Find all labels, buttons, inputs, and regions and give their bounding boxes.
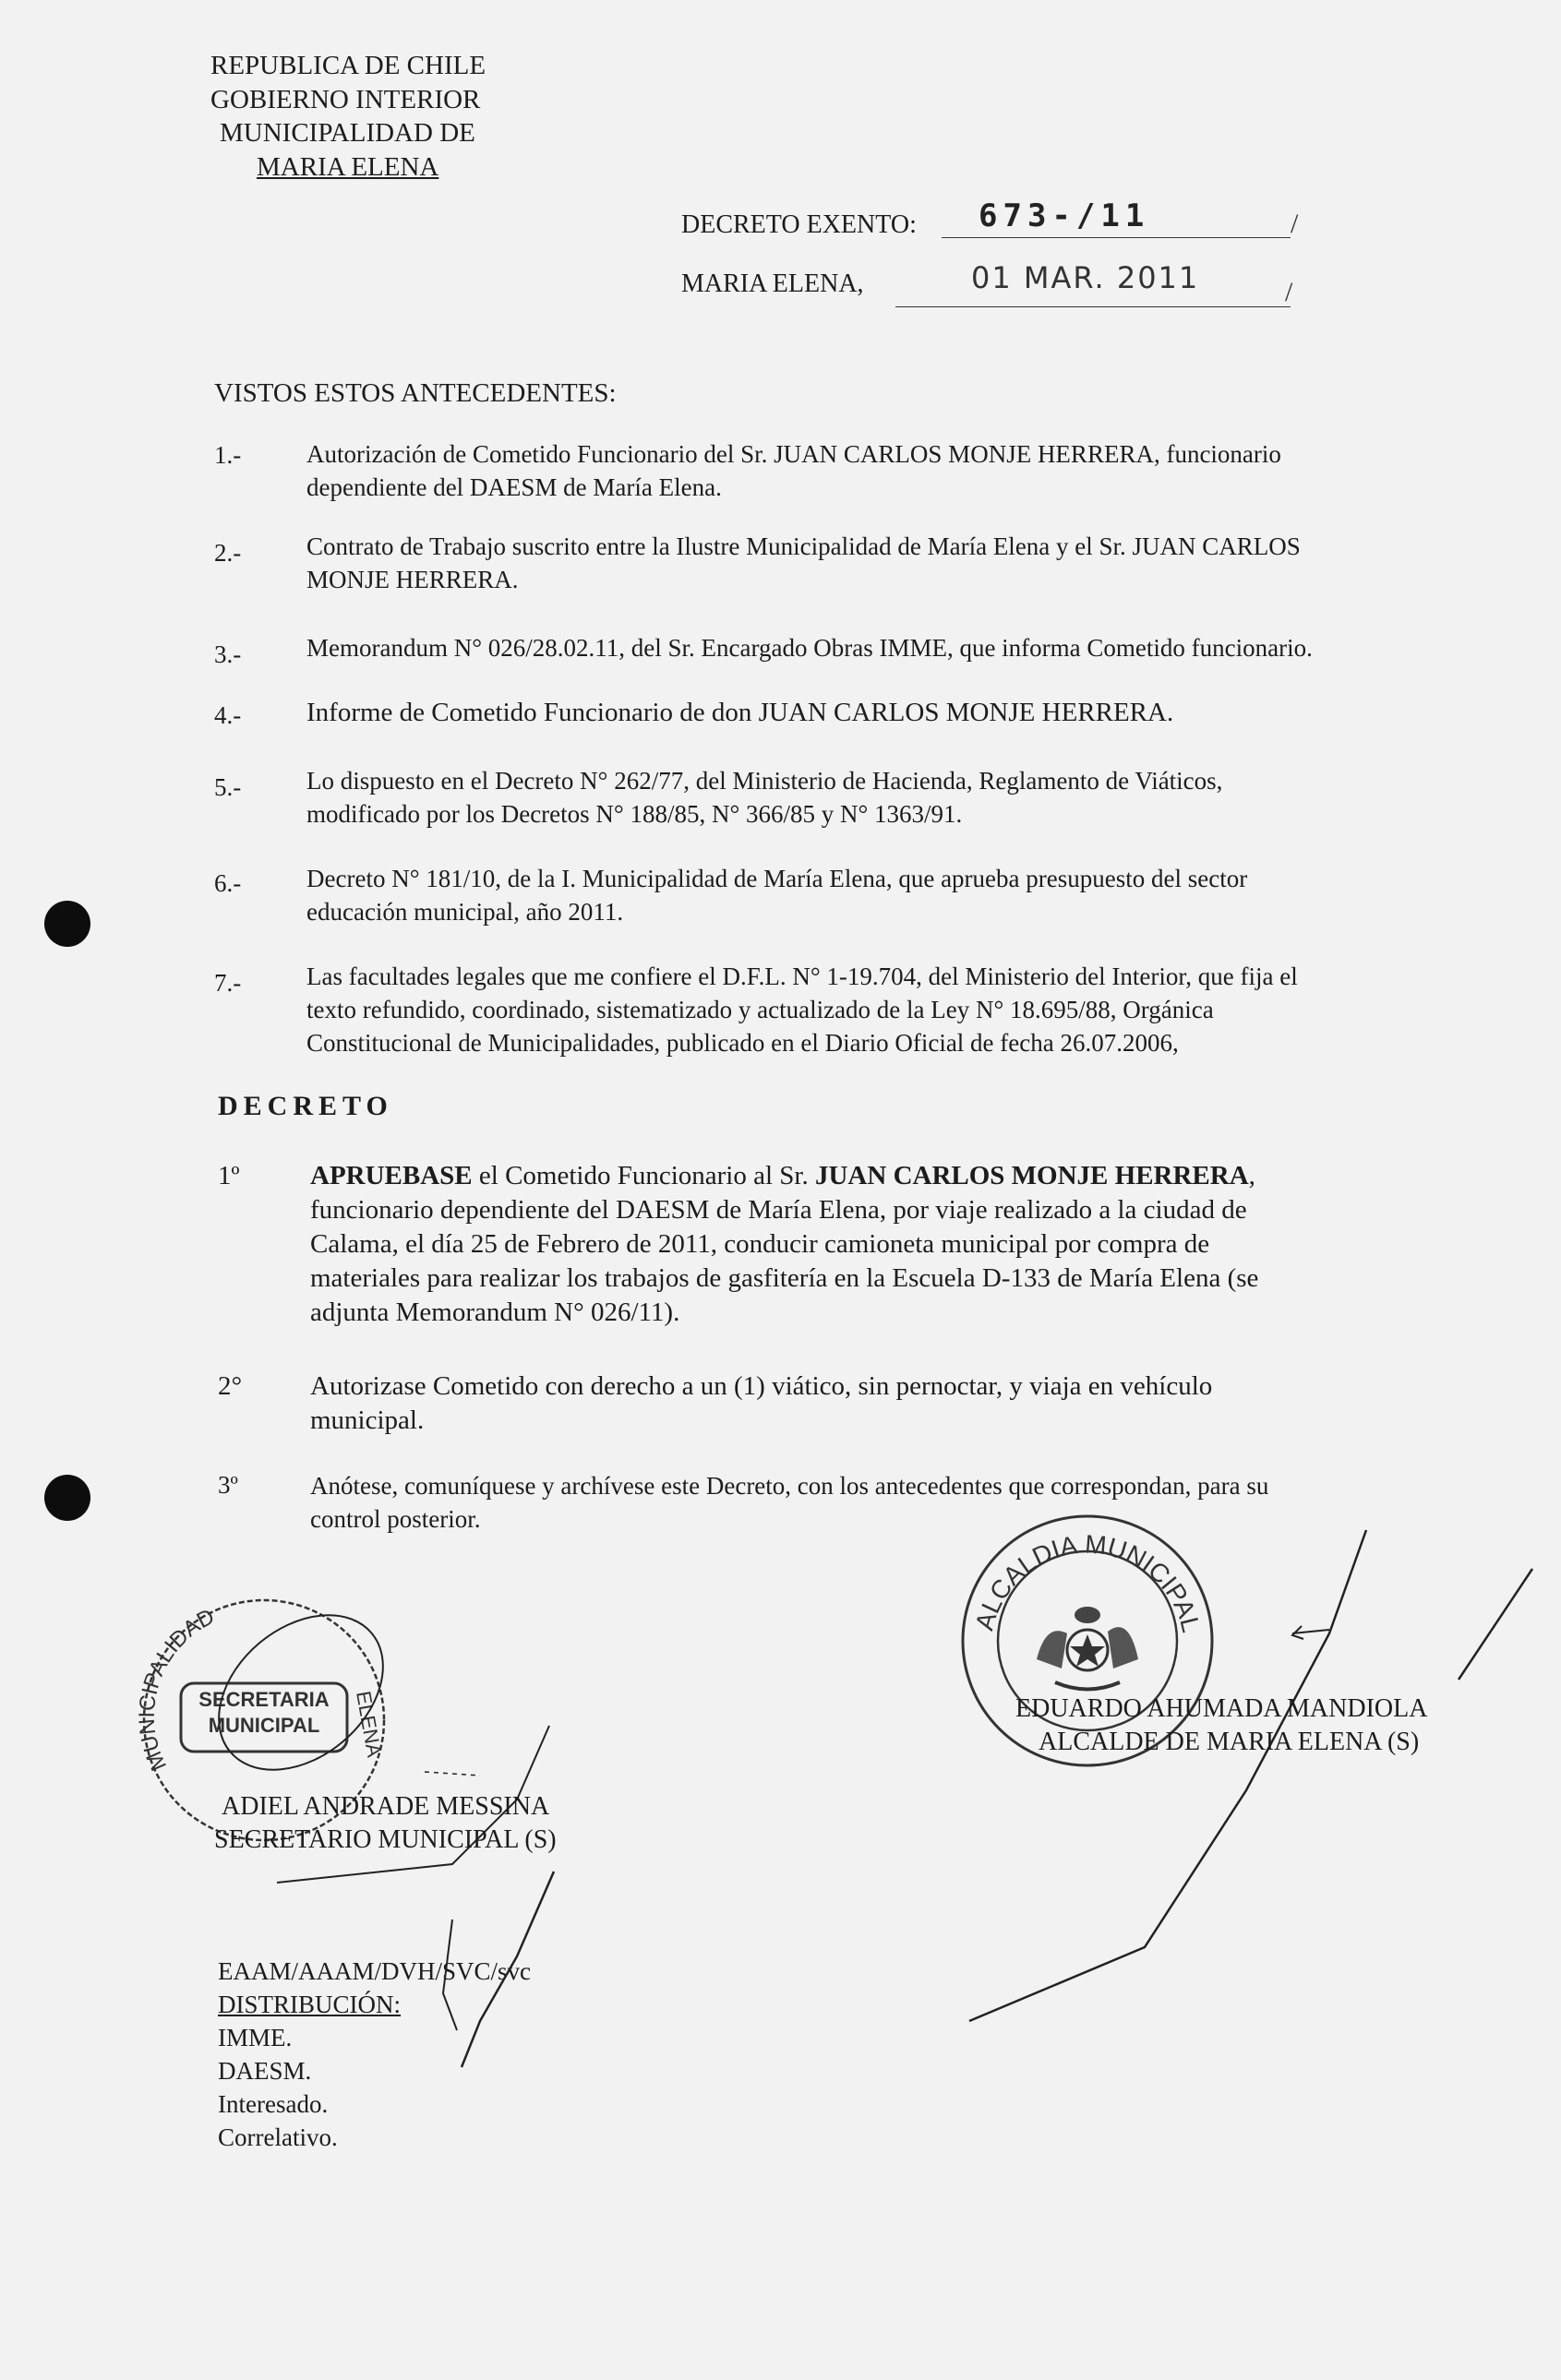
distribution-item: DAESM. — [218, 2057, 312, 2085]
visto-1-number: 1.- — [214, 441, 242, 469]
secretary-name: ADIEL ANDRADE MESSINA — [222, 1792, 550, 1821]
decree-number-label: DECRETO EXENTO: — [681, 210, 917, 239]
secretary-title: SECRETARIO MUNICIPAL (S) — [214, 1825, 557, 1854]
visto-5-number: 5.- — [214, 773, 242, 801]
distribution-label: DISTRIBUCIÓN: — [218, 1991, 402, 2018]
visto-4-number: 4.- — [214, 701, 242, 729]
date-slash: / — [1285, 277, 1293, 307]
header-line-3: MUNICIPALIDAD DE — [220, 118, 475, 148]
decree-3-number: 3º — [218, 1471, 238, 1499]
visto-6-number: 6.- — [214, 869, 242, 897]
header-line-1: REPUBLICA DE CHILE — [210, 51, 486, 80]
visto-3-number: 3.- — [214, 640, 242, 668]
distribution-item: IMME. — [218, 2024, 293, 2051]
secretary-stamp-ring-text: MUNICIPALIDAD — [134, 1604, 219, 1775]
mayor-name: EDUARDO AHUMADA MANDIOLA — [1015, 1694, 1428, 1723]
date-value: 01 MAR. 2011 — [971, 260, 1200, 295]
hole-punch-upper — [44, 901, 90, 947]
mayor-stamp-text: ALCALDIA MUNICIPAL — [969, 1529, 1207, 1635]
vistos-heading: VISTOS ESTOS ANTECEDENTES: — [214, 378, 617, 408]
mayor-title: ALCALDE DE MARIA ELENA (S) — [1039, 1728, 1420, 1756]
visto-3-text: Memorandum N° 026/28.02.11, del Sr. Encargado Obras IMME, que informa Cometido funcionario. — [306, 634, 1313, 662]
decree-3-text: Anótese, comuníquese y archívese este Decreto, con los antecedentes que correspondan, para su control posterior. — [310, 1472, 1269, 1533]
visto-2-text: Contrato de Trabajo suscrito entre la Ilustre Municipalidad de María Elena y el Sr. JUAN CARLOS MONJE HERRERA. — [306, 532, 1301, 593]
distribution-item: Correlativo. — [218, 2123, 338, 2151]
visto-7-text: Las facultades legales que me confiere el D.F.L. N° 1-19.704, del Ministerio del Interior, que fija el texto refundido, coordinado, sistematizado y actualizado de la Ley N° 18.695/88, Orgánica Constitucional de Municipalidades, publicado en el Diario Oficial de fecha 26.07.2006, — [306, 963, 1298, 1057]
decree-number-value: 673-/11 — [979, 197, 1150, 234]
visto-1-text: Autorización de Cometido Funcionario del Sr. JUAN CARLOS MONJE HERRERA, funcionario dependiente del DAESM de María Elena. — [306, 440, 1281, 501]
mayor-signature — [960, 1513, 1551, 2030]
visto-5-text: Lo dispuesto en el Decreto N° 262/77, del Ministerio de Hacienda, Reglamento de Viáticos, modificado por los Decretos N° 188/85, N° 366/85 y N° 1363/91. — [306, 767, 1223, 828]
hole-punch-lower — [44, 1475, 90, 1521]
place-label: MARIA ELENA, — [681, 269, 864, 298]
visto-7-number: 7.- — [214, 969, 242, 997]
header-line-2: GOBIERNO INTERIOR — [210, 85, 481, 114]
visto-4-text: Informe de Cometido Funcionario de don JUAN CARLOS MONJE HERRERA. — [306, 698, 1174, 727]
date-line — [895, 306, 1291, 307]
decree-number-slash: / — [1291, 209, 1299, 239]
initials-line: EAAM/AAAM/DVH/SVC/svc — [218, 1957, 532, 1985]
decree-2-text: Autorizase Cometido con derecho a un (1) viático, sin pernoctar, y viaja en vehículo municipal. — [310, 1371, 1213, 1435]
decree-2-number: 2° — [218, 1371, 243, 1401]
decree-1-number: 1º — [218, 1161, 240, 1190]
decreto-heading: DECRETO — [218, 1091, 393, 1121]
visto-6-text: Decreto N° 181/10, de la I. Municipalidad de María Elena, que aprueba presupuesto del sector educación municipal, año 2011. — [306, 865, 1248, 926]
secretary-stamp-center-text: SECRETARIA MUNICIPAL — [198, 1688, 330, 1737]
initials-signature — [406, 1864, 572, 2086]
secretary-stamp-ring-right: ELENA — [352, 1689, 387, 1759]
header-line-4: MARIA ELENA — [257, 152, 439, 182]
decree-number-line — [942, 237, 1291, 238]
decree-1-text: APRUEBASE el Cometido Funcionario al Sr. JUAN CARLOS MONJE HERRERA, funcionario dependiente del DAESM de María Elena, por viaje realizado a la ciudad de Calama, el día 25 de Febrero de 2011, conducir camioneta municipal por compra de materiales para realizar los trabajos de gasfitería en la Escuela D-133 de María Elena (se adjunta Memorandum N° 026/11). — [310, 1161, 1259, 1327]
visto-2-number: 2.- — [214, 539, 242, 567]
distribution-item: Interesado. — [218, 2090, 329, 2118]
